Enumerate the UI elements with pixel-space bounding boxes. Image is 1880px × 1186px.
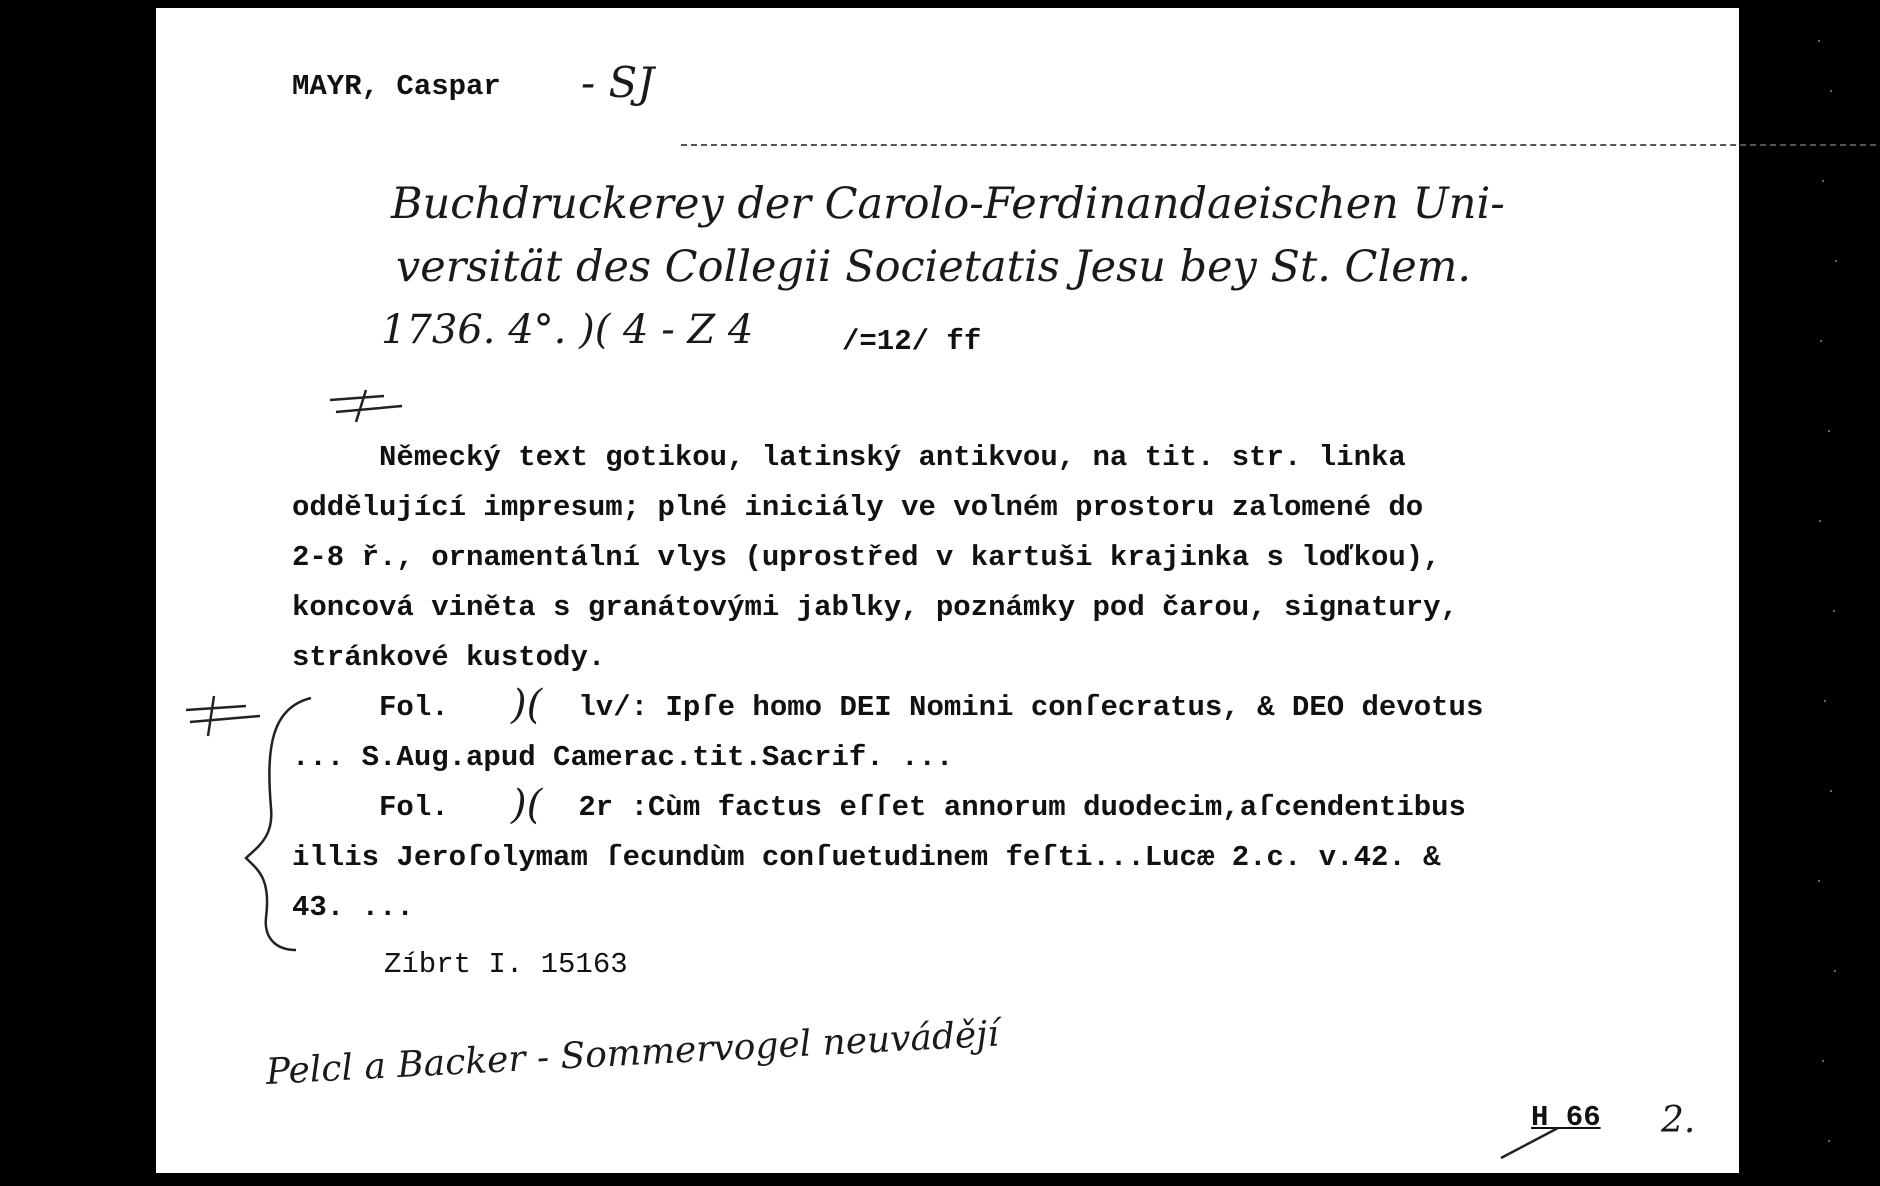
title-line-1: Buchdruckerey der Carolo-Ferdinandaeischen Uni- — [391, 179, 1505, 229]
quote-2-text: 2r :Cùm factus eſſet annorum duodecim,aſcendentibus — [561, 791, 1466, 824]
shelf-mark-stroke-icon — [1496, 1123, 1566, 1163]
author-heading: MAYR, Caspar — [292, 70, 501, 103]
collation-typed: /=12/ ff — [842, 325, 982, 358]
bibliography-note: Pelcl a Backer - Sommervogel neuvádějí — [264, 1013, 1000, 1093]
scan-edge-noise — [1800, 0, 1880, 1186]
catalog-card — [156, 8, 1739, 1173]
description-line: 2-8 ř., ornamentální vlys (uprostřed v kartuši krajinka s loďkou), — [292, 541, 1441, 574]
description-line: Německý text gotikou, latinský antikvou, na tit. str. linka — [292, 441, 1406, 474]
quote-1-signature: )( — [511, 682, 543, 728]
order-annotation: - SJ — [581, 58, 655, 107]
quote-2-signature: )( — [511, 782, 543, 828]
description-line: stránkové kustody. — [292, 641, 606, 674]
shelf-mark: H 66 — [1531, 1101, 1601, 1134]
reference-citation: Zíbrt I. 15163 — [384, 948, 628, 981]
quote-2-line-3: 43. ... — [292, 891, 414, 924]
quote-2-prefix: Fol. — [292, 791, 449, 824]
quote-1-line-2: ... S.Aug.apud Camerac.tit.Sacrif. ... — [292, 741, 954, 774]
quote-2-line-2: illis Jeroſolymam ſecundùm conſuetudinem feſti...Lucæ 2.c. v.42. & — [292, 841, 1441, 874]
quote-1-text: lv/: Ipſe homo DEI Nomini conſecratus, & DEO devotus — [561, 691, 1484, 724]
card-number: 2. — [1661, 1100, 1696, 1141]
description-line: oddělující impresum; plné iniciály ve volném prostoru zalomené do — [292, 491, 1424, 524]
quote-1-prefix: Fol. — [292, 691, 449, 724]
title-line-2: versität des Collegii Societatis Jesu bey St. Clem. — [396, 242, 1472, 292]
divider-line — [681, 144, 1880, 146]
description-line: koncová viněta s granátovými jablky, poznámky pod čarou, signatury, — [292, 591, 1458, 624]
arrow-mark-icon — [326, 386, 406, 426]
title-line-3: 1736. 4°. )( 4 - Z 4 — [381, 307, 754, 353]
